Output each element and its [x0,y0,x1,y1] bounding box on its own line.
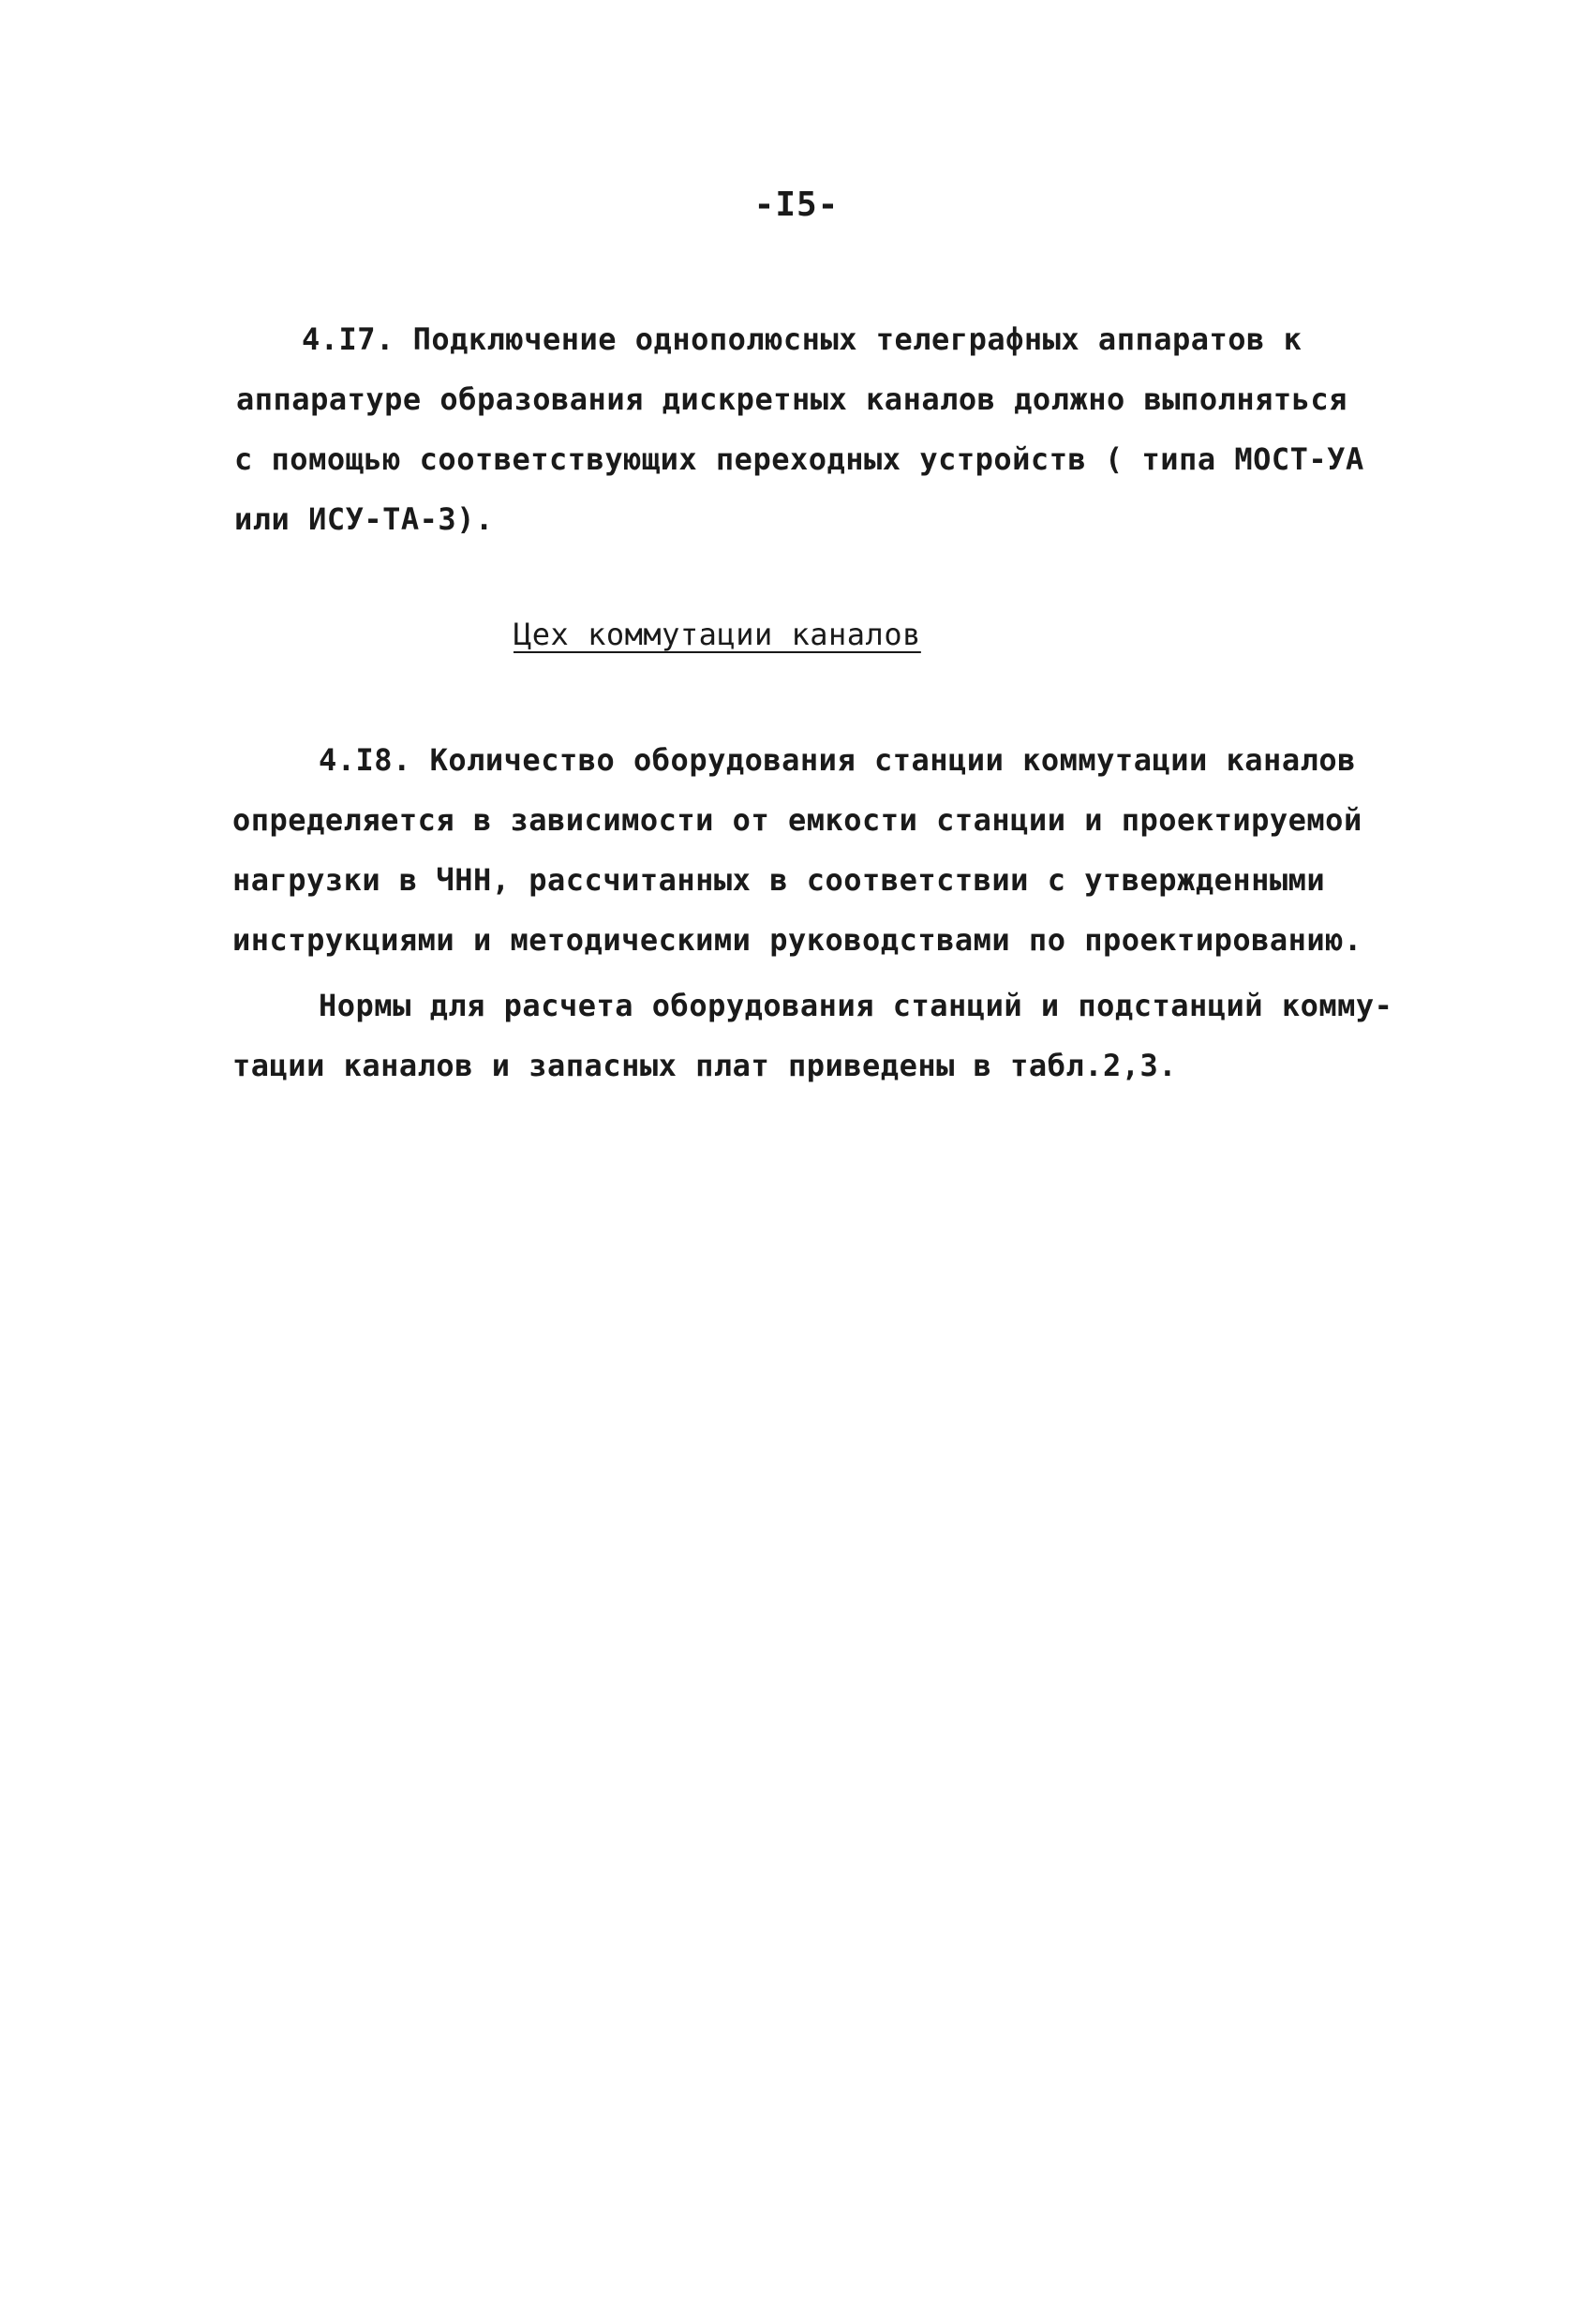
paragraph-line: с помощью соответствующих переходных устройств ( типа МОСТ-УА [234,441,1364,477]
paragraph-line: или ИСУ-ТА-3). [234,501,494,537]
paragraph-line: Нормы для расчета оборудования станций и подстанций комму- [319,988,1393,1023]
paragraph-line: определяется в зависимости от емкости станции и проектируемой [232,802,1362,838]
paragraph-line: 4.I8. Количество оборудования станции коммутации каналов [319,742,1356,778]
paragraph-line: тации каналов и запасных плат приведены в табл.2,3. [232,1048,1178,1083]
section-heading: Цех коммутации каналов [514,617,921,652]
paragraph-line: нагрузки в ЧНН, рассчитанных в соответствии с утвержденными [232,862,1326,898]
paragraph-line: инструкциями и методическими руководствами по проектированию. [232,922,1362,958]
page-number: -I5- [753,186,840,224]
paragraph-line: аппаратуре образования дискретных каналов должно выполняться [236,381,1347,417]
paragraph-line: 4.I7. Подключение однополюсных телеграфных аппаратов к [302,321,1303,357]
